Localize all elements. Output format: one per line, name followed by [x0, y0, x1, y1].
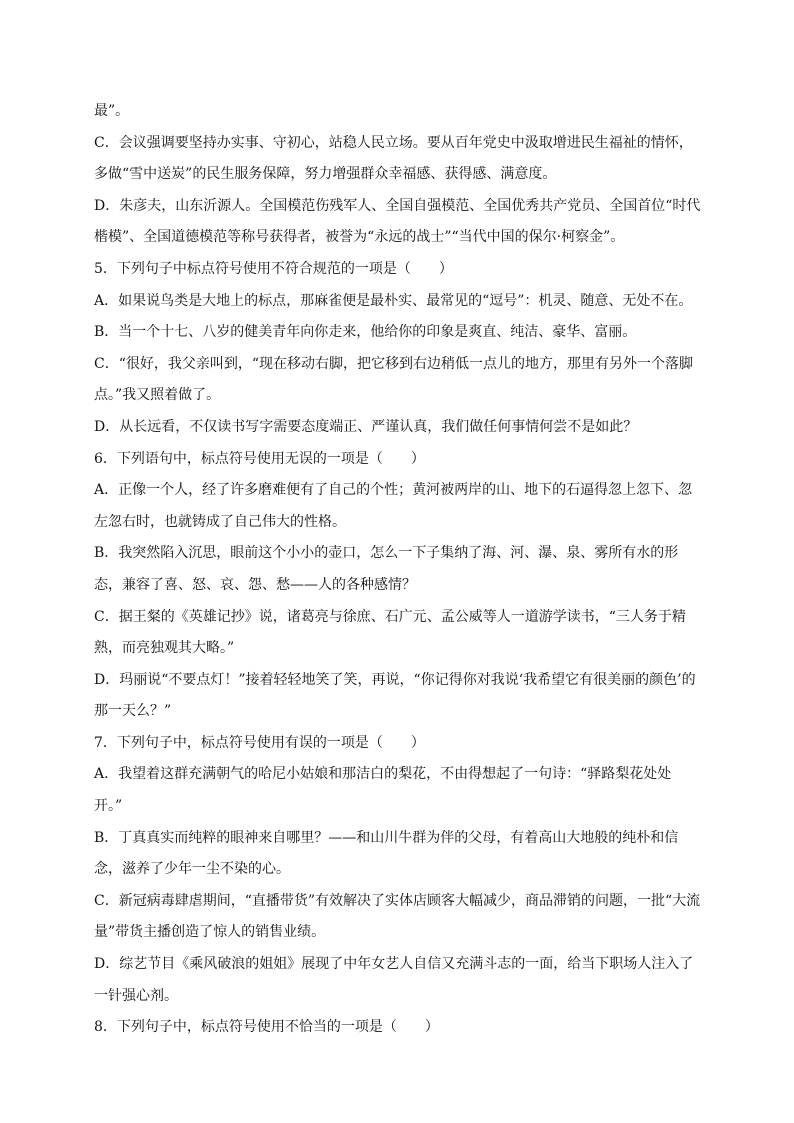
text-line-content: D．玛丽说“不要点灯！”接着轻轻地笑了笑，再说，“你记得你对我说‘我希望它有很美丽的颜色’的 [94, 671, 696, 688]
text-line-content: 态，兼容了喜、怒、哀、怨、愁——人的各种感情？ [94, 576, 416, 593]
text-line-content: A．正像一个人，经了许多磨难便有了自己的个性；黄河被两岸的山、地下的石逼得忽上忽下、忽 [94, 482, 693, 499]
text-line-content: 那一天么？” [94, 703, 172, 720]
text-line [94, 854, 706, 886]
text-line-content: 点。”我又照着做了。 [94, 387, 221, 404]
text-line-content: B．当一个十七、八岁的健美青年向你走来，他给你的印象是爽直、纯洁、豪华、富丽。 [94, 324, 637, 341]
text-line-content: 8．下列句子中，标点符号使用不恰当的一项是（ ） [94, 1019, 439, 1036]
text-line [94, 128, 706, 160]
text-line [94, 823, 706, 855]
document-page [94, 96, 706, 1044]
text-line-content: 开。” [94, 798, 123, 815]
text-line [94, 254, 706, 286]
text-line [94, 696, 706, 728]
text-line [94, 570, 706, 602]
text-line-content: 5．下列句子中标点符号使用不符合规范的一项是（ ） [94, 260, 453, 277]
text-line-content: C．“很好，我父亲叫到，“现在移动右脚，把它移到右边稍低一点儿的地方，那里有另外一个落脚 [94, 355, 694, 372]
text-line [94, 791, 706, 823]
text-line-content: 最”。 [94, 103, 130, 119]
text-line [94, 507, 706, 539]
text-line [94, 191, 706, 223]
text-line [94, 444, 706, 476]
text-line [94, 633, 706, 665]
text-line [94, 96, 706, 128]
text-line [94, 917, 706, 949]
text-line [94, 1012, 706, 1044]
text-line [94, 159, 706, 191]
text-line [94, 538, 706, 570]
text-line-content: B．丁真真实而纯粹的眼神来自哪里？——和山川牛群为伴的父母，有着高山大地般的纯朴和信 [94, 829, 679, 846]
text-line [94, 380, 706, 412]
text-line [94, 222, 706, 254]
text-line-content: 6．下列语句中，标点符号使用无误的一项是（ ） [94, 450, 425, 467]
text-line-content: 量”带货主播创造了惊人的销售业绩。 [94, 924, 326, 941]
text-line-content: D．朱彦夫，山东沂源人。全国模范伤残军人、全国自强模范、全国优秀共产党员、全国首位“时代 [94, 197, 701, 214]
text-line [94, 475, 706, 507]
text-line-content: 楷模”、全国道德模范等称号获得者，被誉为“永远的战士”“当代中国的保尔·柯察金”。 [94, 229, 625, 246]
text-line-content: 念，滋养了少年一尘不染的心。 [94, 861, 290, 878]
text-line-content: 多做“雪中送炭”的民生服务保障，努力增强群众幸福感、获得感、满意度。 [94, 166, 557, 183]
text-line-content: 熟，而亮独观其大略。” [94, 640, 235, 657]
text-line [94, 728, 706, 760]
text-line-content: 左忽右时，也就铸成了自己伟大的性格。 [94, 513, 346, 530]
text-line [94, 981, 706, 1013]
text-line-content: C．会议强调要坚持办实事、守初心，站稳人民立场。要从百年党史中汲取增进民生福祉的情怀， [94, 134, 693, 151]
text-line-content: A．如果说鸟类是大地上的标点，那麻雀便是最朴实、最常见的“逗号”：机灵、随意、无处不在。 [94, 292, 693, 309]
text-line-content: C．新冠病毒肆虐期间，“直播带货”有效解决了实体店顾客大幅减少，商品滞销的问题，一批“大流 [94, 892, 701, 909]
text-line [94, 317, 706, 349]
text-line-content: C．据王粲的《英雄记抄》说，诸葛亮与徐庶、石广元、孟公威等人一道游学读书，“三人务于精 [94, 608, 686, 625]
text-line-content: D．综艺节目《乘风破浪的姐姐》展现了中年女艺人自信又充满斗志的一面，给当下职场人注入了 [94, 956, 694, 973]
text-line [94, 759, 706, 791]
text-line-content: 7．下列句子中，标点符号使用有误的一项是（ ） [94, 734, 425, 751]
text-line [94, 412, 706, 444]
text-line [94, 886, 706, 918]
text-line [94, 286, 706, 318]
text-line [94, 349, 706, 381]
text-line-content: D．从长远看，不仅读书写字需要态度端正、严谨认真，我们做任何事情何尝不是如此？ [94, 418, 638, 435]
text-line-content: A．我望着这群充满朝气的哈尼小姑娘和那洁白的梨花，不由得想起了一句诗：“驿路梨花处处 [94, 766, 672, 783]
text-line [94, 665, 706, 697]
text-line [94, 602, 706, 634]
text-line [94, 949, 706, 981]
text-line-content: 一针强心剂。 [94, 987, 178, 1004]
text-line-content: B．我突然陷入沉思，眼前这个小小的壶口，怎么一下子集纳了海、河、瀑、泉、雾所有水的形 [94, 545, 679, 562]
